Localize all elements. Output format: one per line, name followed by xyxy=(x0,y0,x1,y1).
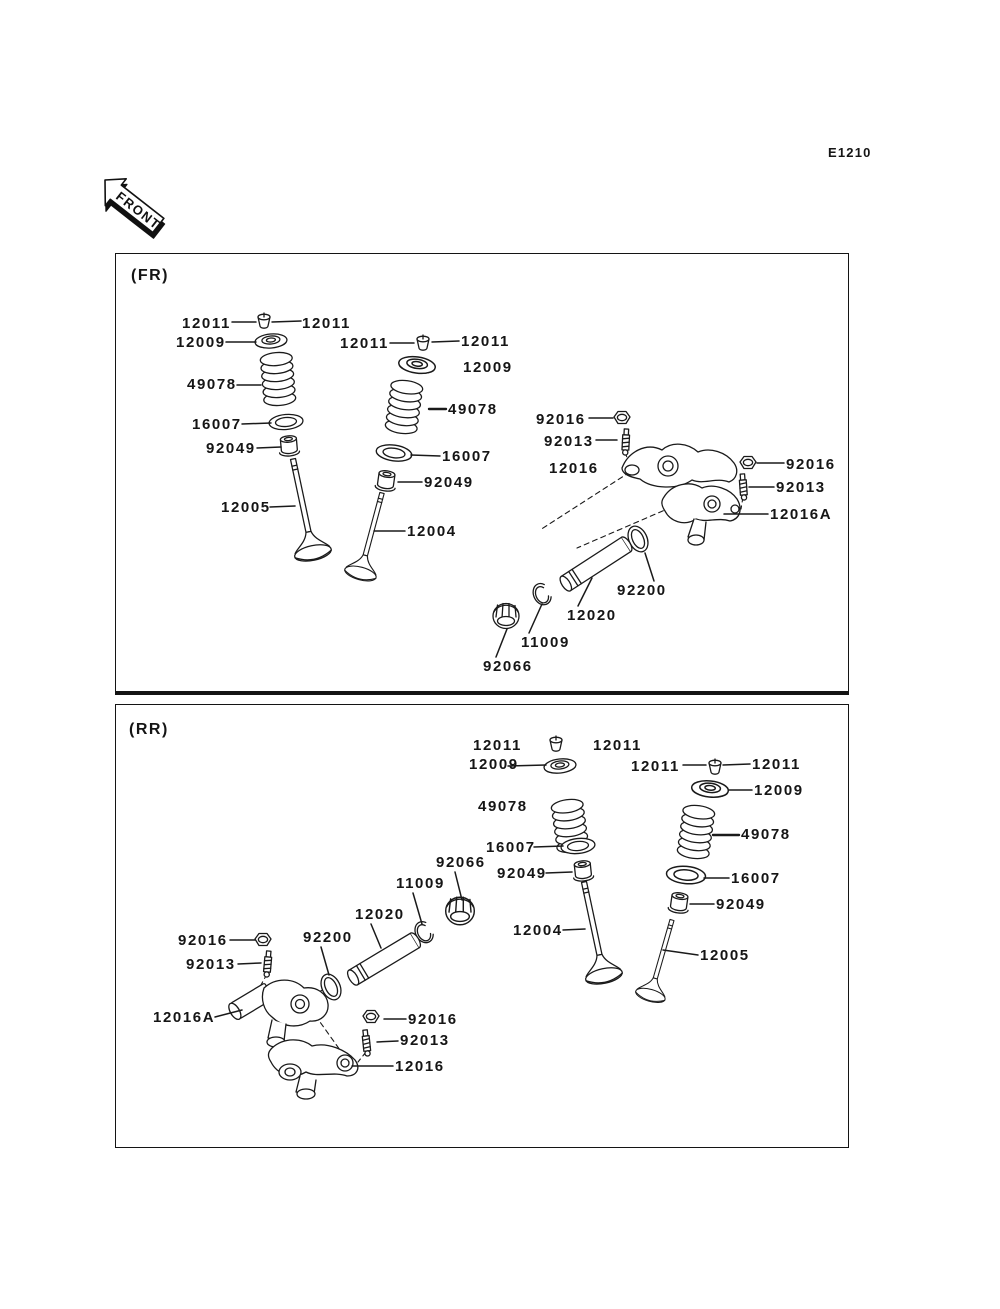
part-label-92066: 92066 xyxy=(483,658,533,675)
part-label-92016: 92016 xyxy=(786,456,836,473)
part-label-49078: 49078 xyxy=(478,798,528,815)
front-arrow-label: FRONT xyxy=(113,188,164,233)
part-label-16007: 16007 xyxy=(486,839,536,856)
part-label-12004: 12004 xyxy=(407,523,457,540)
part-label-12009: 12009 xyxy=(463,359,513,376)
part-label-12011: 12011 xyxy=(302,315,351,332)
part-label-12011: 12011 xyxy=(631,758,680,775)
part-label-92013: 92013 xyxy=(400,1032,450,1049)
part-label-11009: 11009 xyxy=(521,634,570,651)
part-label-12016A: 12016A xyxy=(770,506,833,523)
part-label-12009: 12009 xyxy=(176,334,226,351)
part-label-12005: 12005 xyxy=(221,499,271,516)
part-label-92016: 92016 xyxy=(408,1011,458,1028)
part-label-12009: 12009 xyxy=(469,756,519,773)
part-label-92200: 92200 xyxy=(617,582,667,599)
panel-title-rear: (RR) xyxy=(129,721,169,738)
part-label-92200: 92200 xyxy=(303,929,353,946)
part-label-92049: 92049 xyxy=(497,865,547,882)
part-label-92049: 92049 xyxy=(716,896,766,913)
part-label-16007: 16007 xyxy=(192,416,242,433)
part-label-16007: 16007 xyxy=(731,870,781,887)
part-label-16007: 16007 xyxy=(442,448,492,465)
part-label-12016: 12016 xyxy=(549,460,599,477)
part-label-92066: 92066 xyxy=(436,854,486,871)
part-label-12011: 12011 xyxy=(340,335,389,352)
part-label-12020: 12020 xyxy=(567,607,617,624)
part-label-12005: 12005 xyxy=(700,947,750,964)
part-label-12011: 12011 xyxy=(461,333,510,350)
part-label-12011: 12011 xyxy=(752,756,801,773)
part-label-11009: 11009 xyxy=(396,875,445,892)
part-label-92016: 92016 xyxy=(536,411,586,428)
part-label-12011: 12011 xyxy=(473,737,522,754)
part-label-92013: 92013 xyxy=(186,956,236,973)
part-label-49078: 49078 xyxy=(448,401,498,418)
part-label-12016: 12016 xyxy=(395,1058,445,1075)
part-label-12020: 12020 xyxy=(355,906,405,923)
part-label-92049: 92049 xyxy=(206,440,256,457)
part-label-92013: 92013 xyxy=(776,479,826,496)
part-label-92013: 92013 xyxy=(544,433,594,450)
part-label-12011: 12011 xyxy=(593,737,642,754)
part-label-49078: 49078 xyxy=(741,826,791,843)
part-label-12009: 12009 xyxy=(754,782,804,799)
part-label-12011: 12011 xyxy=(182,315,231,332)
part-label-12016A: 12016A xyxy=(153,1009,216,1026)
part-label-92049: 92049 xyxy=(424,474,474,491)
part-label-12004: 12004 xyxy=(513,922,563,939)
part-label-92016: 92016 xyxy=(178,932,228,949)
part-label-49078: 49078 xyxy=(187,376,237,393)
page-code: E1210 xyxy=(828,145,872,160)
panel-title-front: (FR) xyxy=(131,267,169,284)
